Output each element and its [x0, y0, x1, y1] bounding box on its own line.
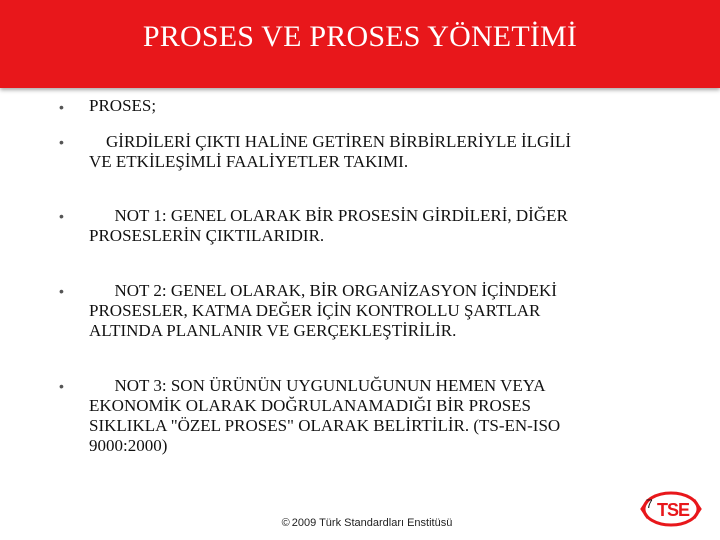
bullet-marker: •: [59, 208, 64, 224]
bullet-marker: •: [59, 283, 64, 299]
list-item: GİRDİLERİ ÇIKTI HALİNE GETİREN BİRBİRLERİYLE İLGİLİ VE ETKİLEŞİMLİ FAALİYETLER TAKIMI.: [89, 132, 572, 171]
footer: [0, 517, 720, 529]
footer-text: 2009 Türk Standardları Enstitüsü: [291, 517, 453, 529]
list-item: NOT 3: SON ÜRÜNÜN UYGUNLUĞUNUN HEMEN VEYA EKONOMİK OLARAK DOĞRULANAMADIĞI BİR PROSES SIKLIKLA "ÖZEL PROSES" OLARAK BELİRTİLİR. (TS-EN-ISO 9000:2000): [89, 376, 561, 455]
list-item: NOT 2: GENEL OLARAK, BİR ORGANİZASYON İÇİNDEKİ PROSESLER, KATMA DEĞER İÇİN KONTROLLU ŞARTLAR ALTINDA PLANLANIR VE GERÇEKLEŞTİRİLİR.: [89, 281, 557, 340]
list-item: PROSES;: [89, 96, 157, 115]
logo-letter-s: S: [667, 500, 680, 520]
bullet-marker: •: [59, 99, 64, 115]
logo-letter-t: T: [657, 500, 668, 520]
bullet-marker: •: [59, 134, 64, 150]
bullet-marker: •: [59, 378, 64, 394]
copyright-symbol: ©: [281, 517, 290, 529]
logo-letter-e: E: [678, 500, 691, 520]
list-item: NOT 1: GENEL OLARAK BİR PROSESİN GİRDİLERİ, DİĞER PROSESLERİN ÇIKTILARIDIR.: [89, 206, 568, 245]
page-number: 7: [646, 497, 653, 511]
slide-title: PROSES VE PROSES YÖNETİMİ: [142, 20, 578, 53]
